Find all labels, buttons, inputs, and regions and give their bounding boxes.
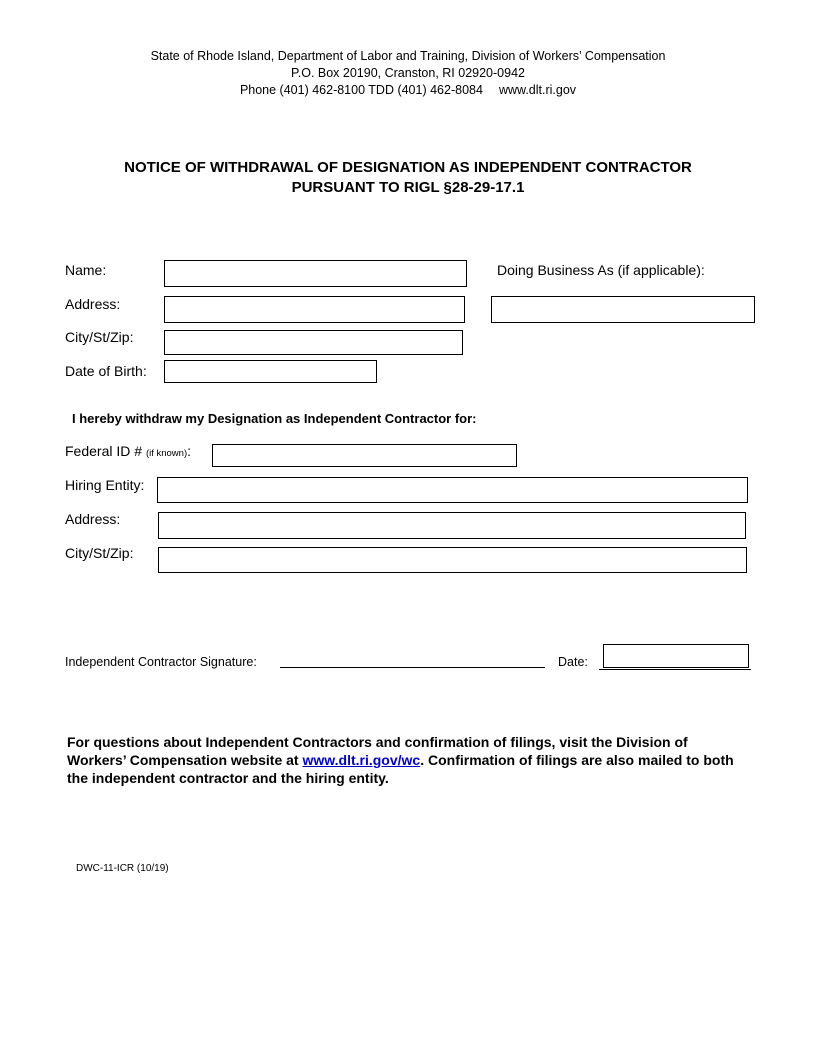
federal-id-label (65, 443, 191, 462)
dba-label: Doing Business As (if applicable): (497, 262, 705, 278)
footer-text-before-link: For questions about Independent Contractors and confirmation of filings, visit the Division of Workers’ Compensation website at (67, 734, 688, 768)
signature-date-field[interactable] (603, 644, 749, 668)
hiring-city-st-zip-label: City/St/Zip: (65, 545, 134, 561)
date-label: Date: (558, 655, 588, 669)
date-underline (599, 669, 751, 670)
federal-id-note: (if known) (145, 448, 188, 459)
dlt-wc-website-link[interactable]: www.dlt.ri.gov/wc (302, 752, 421, 768)
name-label: Name: (65, 262, 107, 278)
date-of-birth-label: Date of Birth: (65, 363, 147, 379)
footer-note (67, 733, 737, 787)
footer-text-after-link: . Confirmation of filings are also mailed to both the independent contractor and the hiring entity. (67, 752, 734, 786)
city-st-zip-field[interactable] (164, 330, 463, 355)
federal-id-field[interactable] (212, 444, 517, 467)
form-code: DWC-11-ICR (10/19) (76, 863, 169, 874)
hiring-entity-label: Hiring Entity: (65, 477, 145, 493)
header-phone: Phone (401) 462-8100 TDD (401) 462-8084 (239, 83, 483, 97)
hiring-entity-field[interactable] (157, 477, 748, 503)
signature-line[interactable] (280, 667, 545, 668)
federal-id-colon: : (187, 443, 192, 459)
hiring-address-field[interactable] (158, 512, 746, 539)
header-address-line: P.O. Box 20190, Cranston, RI 02920-0942 (291, 66, 525, 80)
address-field[interactable] (164, 296, 465, 323)
address-label: Address: (65, 296, 121, 312)
header-website: www.dlt.ri.gov (498, 83, 577, 97)
header-contact-line (0, 82, 816, 98)
date-of-birth-field[interactable] (164, 360, 377, 383)
form-title-line2: PURSUANT TO RIGL §28-29-17.1 (291, 179, 525, 196)
hiring-address-label: Address: (65, 511, 121, 527)
hiring-city-st-zip-field[interactable] (158, 547, 747, 573)
city-st-zip-label: City/St/Zip: (65, 329, 134, 345)
signature-label: Independent Contractor Signature: (65, 655, 257, 669)
dba-field[interactable] (491, 296, 755, 323)
form-title-line1: NOTICE OF WITHDRAWAL OF DESIGNATION AS INDEPENDENT CONTRACTOR (124, 159, 692, 176)
federal-id-label-text: Federal ID # (65, 443, 143, 459)
header-agency-line: State of Rhode Island, Department of Labor and Training, Division of Workers’ Compensation (150, 49, 666, 63)
withdrawal-statement: I hereby withdraw my Designation as Independent Contractor for: (72, 411, 477, 426)
name-field[interactable] (164, 260, 467, 287)
